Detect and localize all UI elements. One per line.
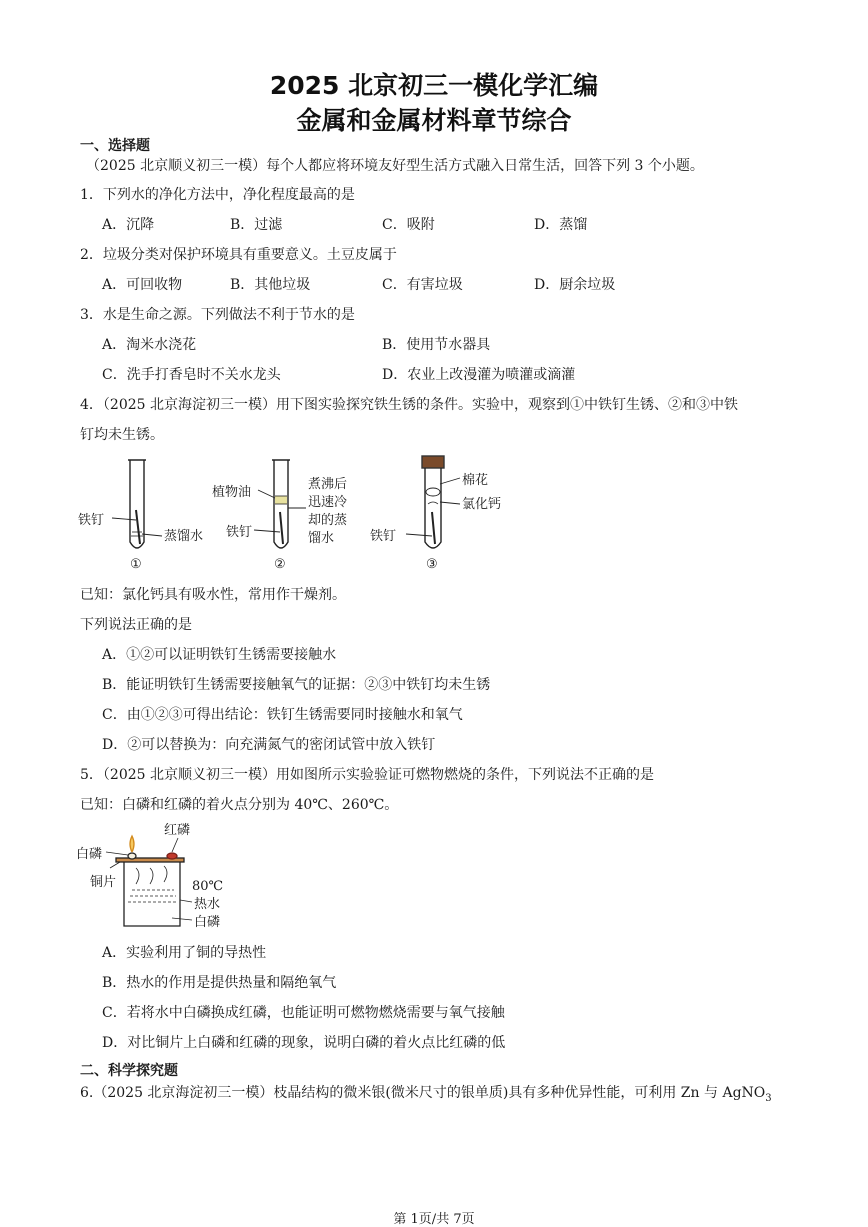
tube3-cotton-label: 棉花 [462,473,489,488]
q6-stem [80,1084,772,1108]
temperature-label: 80℃ [192,879,224,894]
q4-option-d: D．②可以替换为：向充满氮气的密闭试管中放入铁钉 [102,737,436,753]
tube2-water-label-3: 却的蒸 [308,513,348,528]
tube2-number: ② [274,557,286,572]
q4-known: 已知：氯化钙具有吸水性，常用作干燥剂。 [80,587,346,603]
q1-option-a: A．沉降 [102,217,155,233]
tube1-left-label: 铁钉 [78,513,105,528]
q2-option-c: C．有害垃圾 [382,277,463,293]
hot-water-label: 热水 [194,897,221,912]
q2-option-a: A．可回收物 [102,277,183,293]
q4-stem-cont: 钉均未生锈。 [80,427,164,443]
q5-known: 已知：白磷和红磷的着火点分别为 40℃、260℃。 [80,797,399,813]
rust-experiment-figure [76,452,516,580]
tube3-left-label: 铁钉 [370,529,397,544]
q1-option-d: D．蒸馏 [534,217,588,233]
tube1-number: ① [130,557,142,572]
q5-option-a: A．实验利用了铜的导热性 [102,945,267,961]
q6-subscript: 3 [765,1092,772,1104]
tube2-water-label-4: 馏水 [308,531,335,546]
page-title: 2025 北京初三一模化学汇编 [269,71,599,100]
q2-option-d: D．厨余垃圾 [534,277,616,293]
page-subtitle: 金属和金属材料章节综合 [296,106,572,135]
q4-stem: 4．（2025 北京海淀初三一模）用下图实验探究铁生锈的条件。实验中，观察到①中铁钉生锈、②和③中铁 [80,397,738,413]
q3-option-d: D．农业上改漫灌为喷灌或滴灌 [382,367,576,383]
q5-option-b: B．热水的作用是提供热量和隔绝氧气 [102,975,337,991]
q2-option-b: B．其他垃圾 [230,277,311,293]
section-heading-choice: 一、选择题 [80,138,150,154]
tube3-cacl2-label: 氯化钙 [462,497,502,512]
red-phosphorus-label: 红磷 [164,823,191,838]
q4-ask: 下列说法正确的是 [80,617,192,633]
combustion-figure [76,822,256,938]
q1-option-b: B．过滤 [230,217,283,233]
tube2-oil-label: 植物油 [212,485,252,500]
page-footer: 第 1页/共 7页 [393,1212,475,1227]
copper-sheet-label: 铜片 [90,875,117,890]
tube2-left-label: 铁钉 [226,525,253,540]
section-heading-inquiry: 二、科学探究题 [80,1063,178,1079]
q1-option-c: C．吸附 [382,217,435,233]
q4-option-c: C．由①②③可得出结论：铁钉生锈需要同时接触水和氧气 [102,707,463,723]
tube2-water-label-1: 煮沸后 [308,477,348,492]
q6-stem-text: 6.（2025 北京海淀初三一模）枝晶结构的微米银(微米尺寸的银单质)具有多种优异性能，可利用 Zn 与 AgNO [80,1085,766,1101]
white-phosphorus-bottom-label: 白磷 [194,915,221,930]
q5-option-c: C．若将水中白磷换成红磷，也能证明可燃物燃烧需要与氧气接触 [102,1005,505,1021]
q1-stem: 1．下列水的净化方法中，净化程度最高的是 [80,187,355,203]
q5-option-d: D．对比铜片上白磷和红磷的现象，说明白磷的着火点比红磷的低 [102,1035,506,1051]
tube-3 [406,456,460,548]
tube2-water-label-2: 迅速冷 [308,495,348,510]
tube-1 [112,460,162,548]
white-phosphorus-label: 白磷 [76,847,103,862]
q4-option-a: A．①②可以证明铁钉生锈需要接触水 [102,647,337,663]
test-tubes-diagram [76,452,516,580]
q5-stem: 5．（2025 北京顺义初三一模）用如图所示实验验证可燃物燃烧的条件，下列说法不正确的是 [80,767,654,783]
tube1-right-label: 蒸馏水 [164,529,204,544]
intro-text: （2025 北京顺义初三一模）每个人都应将环境友好型生活方式融入日常生活，回答下列 3 个小题。 [86,158,704,174]
tube3-number: ③ [426,557,438,572]
q2-stem: 2．垃圾分类对保护环境具有重要意义。土豆皮属于 [80,247,397,263]
q3-option-b: B．使用节水器具 [382,337,491,353]
q3-option-a: A．淘米水浇花 [102,337,197,353]
q4-option-b: B．能证明铁钉生锈需要接触氧气的证据：②③中铁钉均未生锈 [102,677,491,693]
tube-2 [254,460,306,548]
q3-stem: 3．水是生命之源。下列做法不利于节水的是 [80,307,355,323]
q3-option-c: C．洗手打香皂时不关水龙头 [102,367,281,383]
